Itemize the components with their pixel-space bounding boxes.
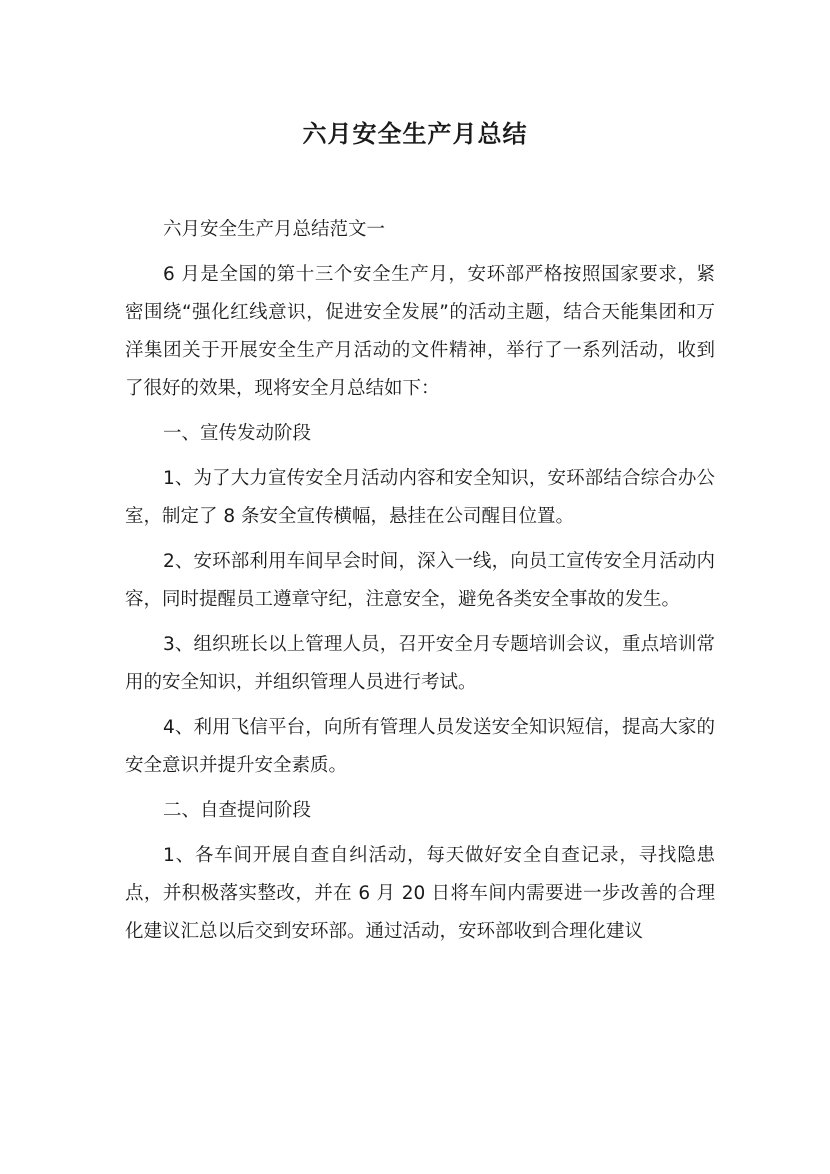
paragraph-item: 4、利用飞信平台，向所有管理人员发送安全知识短信，提高大家的安全意识并提升安全素质。 (125, 717, 715, 776)
paragraph-subtitle: 六月安全生产月总结范文一 (163, 219, 386, 240)
paragraph-intro: 6 月是全国的第十三个安全生产月，安环部严格按照国家要求，紧密围绕“强化红线意识，促进安全发展”的活动主题，结合天能集团和万洋集团关于开展安全生产月活动的文件精神，举行了一系列活动，收到了很好的效果，现将安全月总结如下： (125, 264, 715, 399)
paragraph-item: 2、安环部利用车间早会时间，深入一线，向员工宣传安全月活动内容，同时提醒员工遵章守纪，注意安全，避免各类安全事故的发生。 (125, 551, 715, 610)
paragraph-item: 1、为了大力宣传安全月活动内容和安全知识，安环部结合综合办公室，制定了 8 条安全宣传横幅，悬挂在公司醒目位置。 (125, 468, 715, 527)
paragraph-item: 3、组织班长以上管理人员，召开安全月专题培训会议，重点培训常用的安全知识，并组织管理人员进行考试。 (125, 634, 715, 693)
section-heading-self-check: 二、自查提问阶段 (163, 800, 312, 821)
section-heading-publicity: 一、宣传发动阶段 (163, 423, 312, 444)
paragraph-item: 1、各车间开展自查自纠活动，每天做好安全自查记录，寻找隐患点，并积极落实整改，并在 6 月 20 日将车间内需要进一步改善的合理化建议汇总以后交到安环部。通过活动，安环部收到合理化建议 (125, 845, 715, 942)
document-title: 六月安全生产月总结 (302, 120, 528, 148)
document-body (125, 211, 715, 958)
